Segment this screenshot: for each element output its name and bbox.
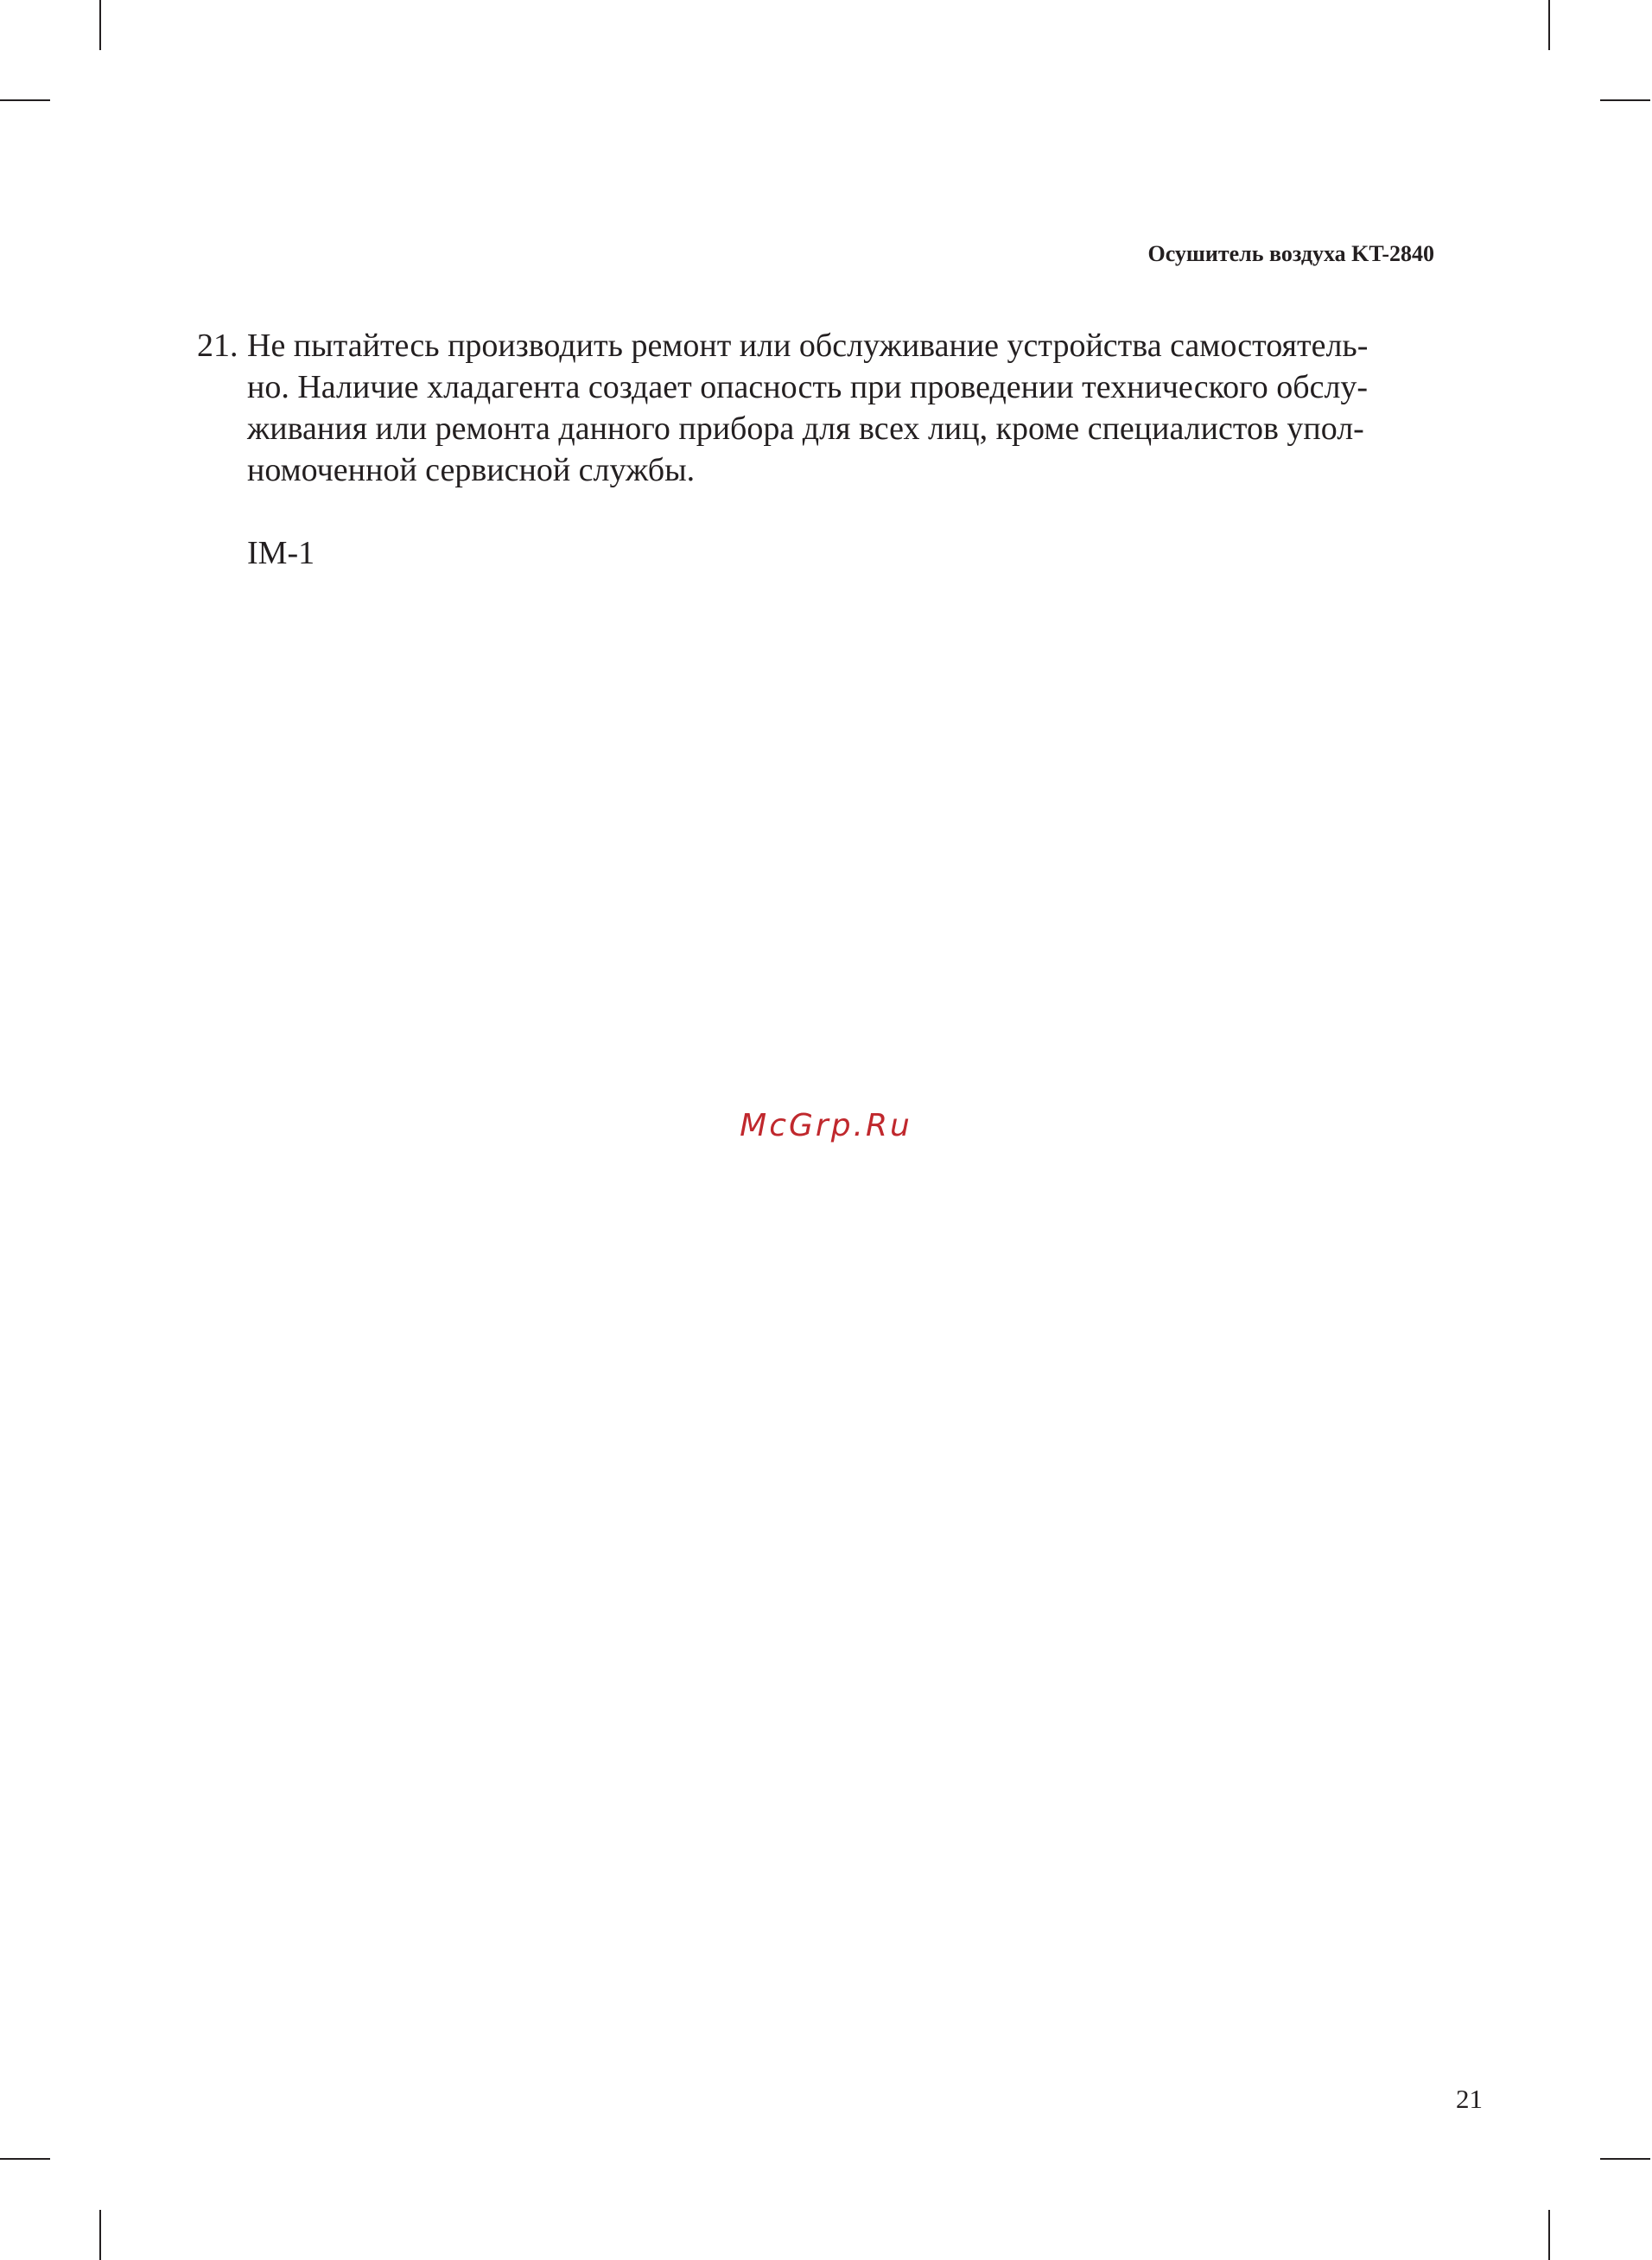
item-number: 21. <box>197 328 238 364</box>
watermark: McGrp.Ru <box>740 1108 912 1143</box>
crop-mark-top-right-vertical <box>1548 0 1550 50</box>
crop-mark-top-right-horizontal <box>1600 99 1650 101</box>
item-text <box>247 325 1437 491</box>
item-line: но. Наличие хладагента создает опасность при проведении технического обслу- <box>247 369 1369 405</box>
crop-mark-bottom-right-vertical <box>1548 2210 1550 2260</box>
item-line: живания или ремонта данного прибора для всех лиц, кроме специалистов упол- <box>247 411 1364 447</box>
crop-mark-bottom-right-horizontal <box>1600 2158 1650 2160</box>
crop-mark-bottom-left-vertical <box>99 2210 101 2260</box>
item-line: номоченной сервисной службы. <box>247 452 696 488</box>
crop-mark-top-left-vertical <box>99 0 101 50</box>
crop-mark-top-left-horizontal <box>0 99 50 101</box>
safety-item <box>197 325 1437 491</box>
crop-mark-bottom-left-horizontal <box>0 2158 50 2160</box>
running-header: Осушитель воздуха KT-2840 <box>1147 241 1434 266</box>
page-number: 21 <box>1456 2084 1483 2114</box>
document-code: IM-1 <box>247 535 315 571</box>
item-line: Не пытайтесь производить ремонт или обслуживание устройства самостоятель- <box>247 328 1369 364</box>
